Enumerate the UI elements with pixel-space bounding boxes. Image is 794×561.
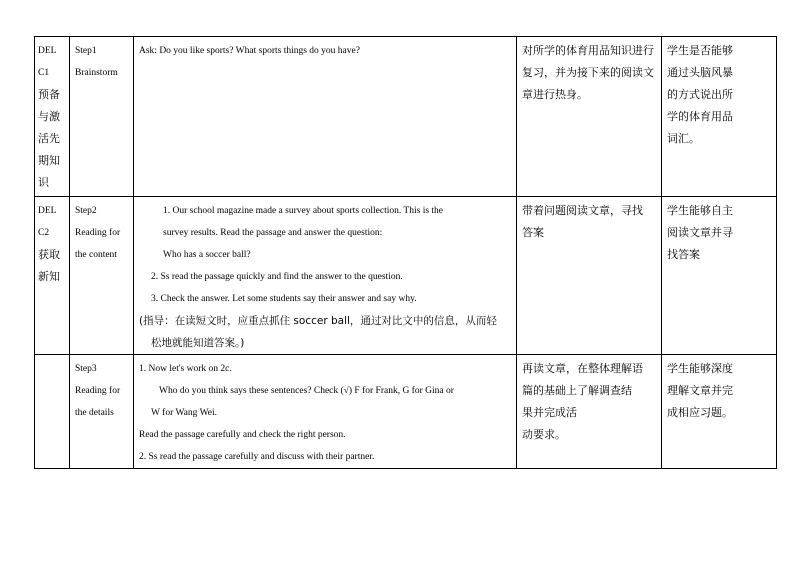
code-line: 活先 [38,132,60,145]
step-subtitle: the details [75,408,114,418]
purpose-line: 再读文章，在整体理解语 [522,362,643,375]
purpose-line: 篇的基础上了解调查结 [522,384,632,397]
activity-line: 2. Ss read the passage quickly and find the answer to the question. [151,272,403,282]
step-subtitle: the content [75,250,117,260]
purpose-line: 动要求。 [522,428,566,441]
code-line: 新知 [38,270,60,283]
activity-line: Who has a soccer ball? [163,250,251,260]
code-line: C1 [38,68,50,78]
code-line: C2 [38,228,50,238]
purpose-line: 带着问题阅读文章，寻找 [522,204,643,217]
goal-line: 学的体育用品 [667,110,733,123]
goal-line: 理解文章并完 [667,384,733,397]
goal-line: 的方式说出所 [667,88,733,101]
activity-cell [134,355,517,469]
code-line: 期知 [38,154,60,167]
step-subtitle: Brainstorm [75,68,118,78]
purpose-line: 对所学的体育用品知识进行 [522,44,654,57]
goal-line: 阅读文章并寻 [667,226,733,239]
code-line: 识 [38,176,49,189]
code-cell [35,355,70,469]
code-cell [35,197,70,355]
activity-line: 1. Our school magazine made a survey about sports collection. This is the [163,206,444,216]
activity-cell [134,197,517,355]
goal-line: 通过头脑风暴 [667,66,733,79]
code-line: DEL [38,46,57,56]
activity-line: W for Wang Wei. [151,408,218,418]
purpose-cell [517,355,662,469]
purpose-line: 复习，并为接下来的阅读文 [522,66,654,79]
code-line: 与激 [38,110,60,123]
table-row-step1 [35,37,777,197]
table-row-step2 [35,197,777,355]
step-label: Step2 [75,206,97,216]
activity-line: Ask: Do you like sports? What sports things do you have? [139,46,360,56]
step-label: Step1 [75,46,97,56]
goal-line: 找答案 [667,248,700,261]
goal-line: 学生能够自主 [667,204,733,217]
goal-cell [662,37,777,197]
step-subtitle: Reading for [75,228,121,238]
purpose-cell [517,37,662,197]
purpose-line: 章进行热身。 [522,88,588,101]
code-line: 预备 [38,88,60,101]
step-subtitle: Reading for [75,386,121,396]
purpose-cell [517,197,662,355]
activity-line: survey results. Read the passage and answer the question: [163,228,383,238]
activity-cell [134,37,517,197]
goal-line: 学生是否能够 [667,44,733,57]
activity-line: 松地就能知道答案。) [151,337,245,349]
step-label: Step3 [75,364,97,374]
activity-line: Who do you think says these sentences? Check (√) F for Frank, G for Gina or [159,386,454,396]
purpose-line: 答案 [522,226,544,239]
activity-line: 1. Now let's work on 2c. [139,364,232,374]
purpose-line: 果并完成活 [522,406,577,419]
activity-line: (指导：在读短文时，应重点抓住 soccer ball，通过对比文中的信息，从而轻 [139,315,497,327]
lesson-plan-table [34,36,777,469]
goal-cell [662,355,777,469]
goal-line: 词汇。 [667,132,700,145]
activity-line: Read the passage carefully and check the right person. [139,430,346,440]
step-cell [70,197,134,355]
step-cell [70,37,134,197]
table-row-step3 [35,355,777,469]
step-cell [70,355,134,469]
code-line: 获取 [38,248,60,261]
activity-line: 3. Check the answer. Let some students say their answer and say why. [151,294,417,304]
goal-cell [662,197,777,355]
activity-line: 2. Ss read the passage carefully and discuss with their partner. [139,452,375,462]
code-line: DEL [38,206,57,216]
code-cell [35,37,70,197]
goal-line: 成相应习题。 [667,406,733,419]
goal-line: 学生能够深度 [667,362,733,375]
